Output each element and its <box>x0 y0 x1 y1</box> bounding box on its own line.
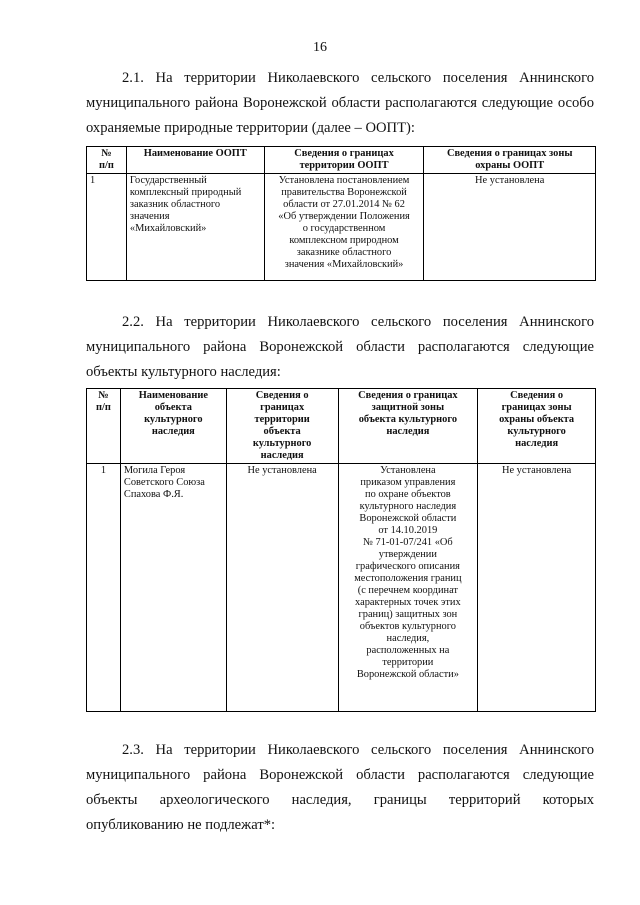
heritage-table <box>86 388 596 712</box>
section-2-2-paragraph <box>86 310 594 385</box>
oopt-cell-zone: Не установлена <box>424 174 596 281</box>
section-2-2-text: 2.2. На территории Николаевского сельского поселения Аннинского муниципального района Воронежской области располагаются следующие объекты культурного наследия: <box>86 314 594 380</box>
section-2-1-paragraph <box>86 66 594 141</box>
heritage-cell-num: 1 <box>87 464 121 712</box>
heritage-table-header-row <box>87 389 596 464</box>
heritage-header-name: Наименование объекта культурного наследия <box>120 389 226 464</box>
table-row <box>87 464 596 712</box>
section-2-3-paragraph <box>86 738 594 838</box>
heritage-cell-territory: Не установлена <box>226 464 338 712</box>
heritage-header-protective-zone: Сведения о границах защитной зоны объекта культурного наследия <box>338 389 478 464</box>
oopt-header-zone: Сведения о границах зоны охраны ООПТ <box>424 147 596 174</box>
section-2-1-text: 2.1. На территории Николаевского сельского поселения Аннинского муниципального района Воронежской области располагаются следующие особо охраняемые природные территории (далее – ООПТ): <box>86 70 594 136</box>
heritage-header-territory: Сведения о границах территории объекта культурного наследия <box>226 389 338 464</box>
oopt-header-num: № п/п <box>87 147 127 174</box>
heritage-header-num: № п/п <box>87 389 121 464</box>
oopt-header-name: Наименование ООПТ <box>126 147 264 174</box>
table-row <box>87 174 596 281</box>
heritage-cell-security-zone: Не установлена <box>478 464 596 712</box>
oopt-cell-territory: Установлена постановлением правительства Воронежской области от 27.01.2014 № 62 «Об утверждении Положения о государственном комплексном природном заказнике областного значения «Михайловский» <box>264 174 424 281</box>
oopt-header-territory: Сведения о границах территории ООПТ <box>264 147 424 174</box>
oopt-cell-num: 1 <box>87 174 127 281</box>
heritage-header-security-zone: Сведения о границах зоны охраны объекта культурного наследия <box>478 389 596 464</box>
heritage-cell-name: Могила Героя Советского Союза Спахова Ф.Я. <box>120 464 226 712</box>
page-number: 16 <box>313 40 327 55</box>
heritage-cell-protective-zone: Установлена приказом управления по охране объектов культурного наследия Воронежской области от 14.10.2019 № 71-01-07/241 «Об утверждении графического описания местоположения границ (с перечнем координат характерных точек этих границ) защитных зон объектов культурного наследия, расположенных на территории Воронежской области» <box>338 464 478 712</box>
section-2-3-text: 2.3. На территории Николаевского сельского поселения Аннинского муниципального района Воронежской области располагаются следующие объекты археологического наследия, границы территорий которых опубликованию не подлежат*: <box>86 742 594 833</box>
oopt-table <box>86 146 596 281</box>
oopt-cell-name: Государственный комплексный природный заказник областного значения «Михайловский» <box>126 174 264 281</box>
oopt-table-header-row <box>87 147 596 174</box>
